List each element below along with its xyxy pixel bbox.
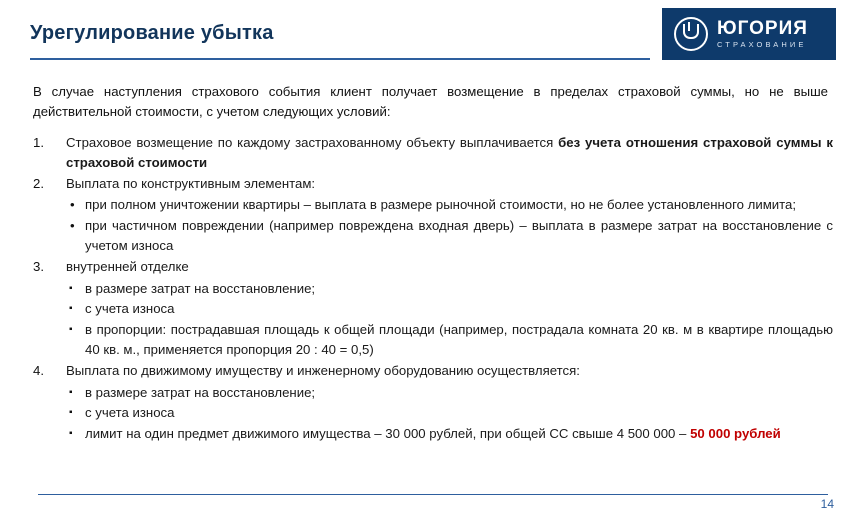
sublist-item — [66, 403, 833, 423]
sublist-item-text: в размере затрат на восстановление; — [85, 384, 316, 400]
sublist-item — [66, 195, 833, 215]
list-item — [33, 174, 833, 194]
sublist-item-text: в размере затрат на восстановление; — [85, 280, 316, 296]
list-item-text: Выплата по конструктивным элементам: — [66, 175, 316, 191]
list-item-number: 3. — [33, 258, 44, 274]
sublist-item-text: с учета износа — [85, 301, 175, 317]
logo-name: ЮГОРИЯ — [717, 18, 808, 40]
list-item-text: внутренней отделке — [66, 258, 189, 274]
sublist-item — [66, 299, 833, 319]
yugoria-emblem-icon — [674, 17, 708, 51]
list-item — [33, 257, 833, 277]
bullet-square-icon: ▪ — [69, 303, 73, 315]
bullet-square-icon: ▪ — [69, 428, 73, 440]
page-number: 14 — [820, 497, 834, 511]
title-divider — [30, 58, 650, 60]
sublist-item — [66, 320, 833, 360]
bullet-square-icon: ▪ — [69, 407, 73, 419]
sublist — [66, 383, 833, 444]
bullet-dot-icon: • — [70, 197, 75, 213]
list-item-text-plain: Страховое возмещение по каждому застрахованному объекту выплачивается — [66, 135, 559, 150]
sublist-item-text — [85, 424, 833, 444]
sublist-item — [66, 279, 833, 299]
list-item — [33, 133, 833, 173]
company-logo — [662, 8, 836, 60]
list-item-number: 4. — [33, 362, 44, 378]
sublist-item-text: с учета износа — [85, 405, 175, 421]
list-item-text: Выплата по движимому имуществу и инженерному оборудованию осуществляется: — [66, 362, 580, 378]
sublist-item-text: при полном уничтожении квартиры – выплата в размере рыночной стоимости, но не более установленного лимита; — [85, 197, 797, 213]
intro-paragraph: В случае наступления страхового события клиент получает возмещение в пределах страховой суммы, но не выше действительной стоимости, с учетом следующих условий: — [33, 84, 828, 120]
logo-text-block — [717, 19, 808, 49]
bullet-square-icon: ▪ — [69, 282, 73, 294]
sublist — [66, 279, 833, 360]
list-item-number: 2. — [33, 175, 44, 191]
sublist-item — [66, 383, 833, 403]
logo-subtitle: СТРАХОВАНИЕ — [717, 40, 807, 50]
list-item — [33, 361, 833, 381]
list-item-text — [66, 133, 833, 173]
footer-divider — [38, 494, 828, 495]
sublist-item — [66, 424, 833, 444]
bullet-square-icon: ▪ — [69, 324, 73, 336]
list-item-number: 1. — [33, 135, 44, 150]
limit-highlight: 50 000 рублей — [690, 426, 781, 442]
sublist-item-text: при частичном повреждении (например повреждена входная дверь) – выплата в размере затрат на восстановление с учетом износа — [85, 218, 833, 253]
sublist-item — [66, 216, 833, 256]
conditions-list — [33, 133, 833, 445]
page-title: Урегулирование убытка — [30, 22, 274, 44]
list-item-text-bold: без учета отношения страховой суммы к страховой стоимости — [66, 135, 833, 170]
sublist-item-text: в пропорции: пострадавшая площадь к общей площади (например, пострадала комната 20 кв. м в квартире площадью 40 кв. м., применяется пропорция 20 : 40 = 0,5) — [85, 322, 833, 357]
bullet-dot-icon: • — [70, 218, 75, 234]
sublist — [66, 195, 833, 255]
bullet-square-icon: ▪ — [69, 386, 73, 398]
sublist-item-text-plain: лимит на один предмет движимого имущества – 30 000 рублей, при общей СС свыше 4 500 000 – — [85, 426, 691, 442]
